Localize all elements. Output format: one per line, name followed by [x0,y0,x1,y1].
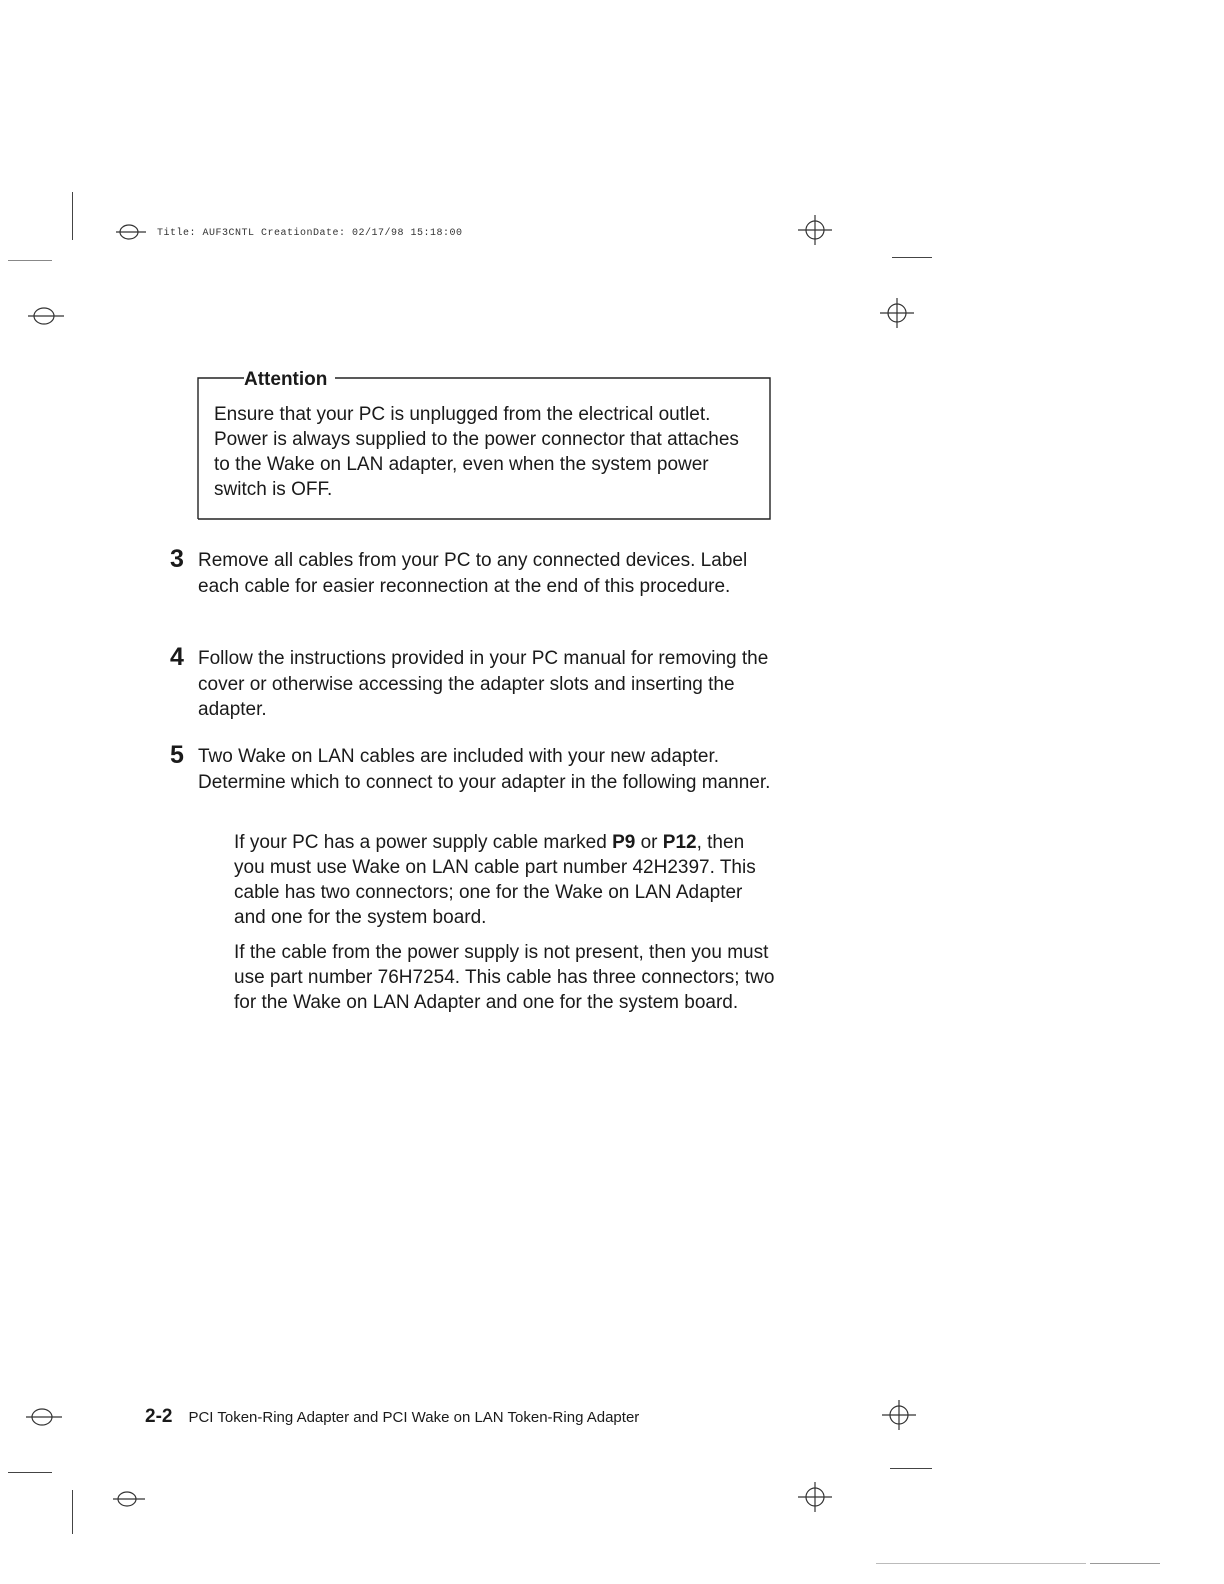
connector-label-p9: P9 [612,832,636,853]
registration-target-icon [880,296,914,330]
book-title: PCI Token-Ring Adapter and PCI Wake on LAN Token-Ring Adapter [188,1409,640,1426]
step-number: 5 [170,741,184,769]
cable-p9-p12-paragraph [234,830,779,930]
attention-body: Ensure that your PC is unplugged from the electrical outlet. Power is always supplied to the power connector that attaches to the Wake on LAN adapter, even when the system power switch is OFF. [214,404,739,500]
attention-title: Attention [244,368,335,392]
attention-notice [198,369,770,519]
registration-target-icon [882,1398,916,1432]
registration-mark-icon [26,1406,62,1428]
step-text: Follow the instructions provided in your PC manual for removing the cover or otherwise accessing the adapter slots and inserting the adapter. [198,648,769,720]
step-text: Two Wake on LAN cables are included with your new adapter. Determine which to connect to your adapter in the following manner. [198,746,771,793]
crop-line-top-left-vertical [72,192,73,240]
crop-line-bottom-left-vertical [72,1490,73,1534]
crop-line-top-right-horizontal [892,257,932,258]
registration-mark-icon [115,222,147,242]
page-number: 2-2 [145,1406,173,1427]
paragraph-text: or [635,832,663,853]
step-text: Remove all cables from your PC to any connected devices. Label each cable for easier reconnection at the end of this procedure. [198,550,748,597]
paragraph-text: , then you must use Wake on LAN cable part number 42H2397. This cable has two connectors; one for the Wake on LAN Adapter and one for the system board. [234,832,756,928]
registration-mark-icon [112,1488,146,1510]
page-footer [145,1406,639,1428]
scan-artifact-line [1090,1563,1160,1564]
paragraph-text: If your PC has a power supply cable marked [234,832,613,853]
scan-artifact-line [876,1563,1086,1564]
step-number: 3 [170,545,184,573]
registration-target-icon [798,213,832,247]
registration-mark-icon [28,305,64,327]
crop-line-bottom-left-horizontal [8,1472,52,1473]
registration-target-icon [798,1480,832,1514]
crop-line-top-left-horizontal [8,260,52,261]
step-number: 4 [170,643,184,671]
cable-alternative-paragraph: If the cable from the power supply is not present, then you must use part number 76H7254. This cable has three connectors; two for the Wake on LAN Adapter and one for the system board. [234,942,775,1013]
crop-line-bottom-right-horizontal [890,1468,932,1469]
print-header: Title: AUF3CNTL CreationDate: 02/17/98 15:18:00 [157,228,463,239]
connector-label-p12: P12 [662,832,697,853]
